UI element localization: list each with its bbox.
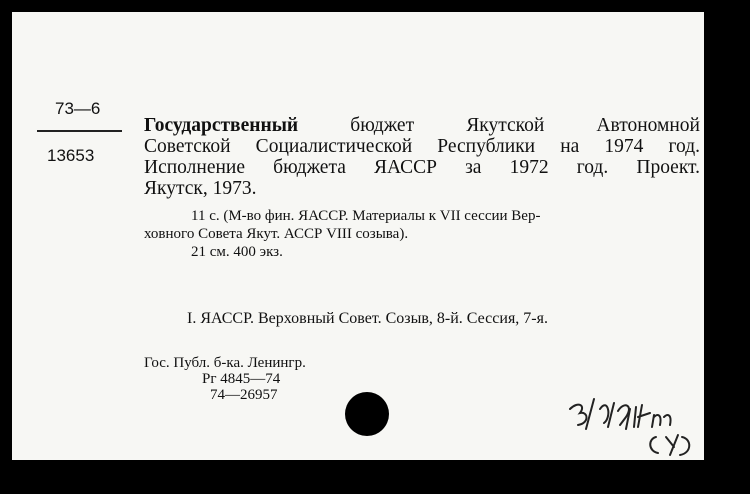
size-line: 21 см. 400 экз. xyxy=(191,244,283,260)
title-statement xyxy=(144,115,700,199)
title-line-4: Якутск, 1973. xyxy=(144,178,257,199)
collation-line-1: 11 с. (М-во фин. ЯАССР. Материалы к VII сессии Вер- xyxy=(191,208,541,224)
title-line-2: Советской Социалистической Республики на 1974 год. xyxy=(144,136,700,157)
title-line-1 xyxy=(144,115,700,136)
handwritten-note-signature xyxy=(564,387,704,457)
subject-tracing: I. ЯАССР. Верховный Совет. Созыв, 8-й. Сессия, 7-я. xyxy=(187,310,548,327)
collation-line-2: ховного Совета Якут. АССР VIII созыва). xyxy=(144,226,409,242)
ink-blot-mark xyxy=(345,392,389,436)
title-bold-word: Государственный xyxy=(144,115,299,136)
catalog-card xyxy=(12,12,704,460)
holding-number: Рг 4845—74 xyxy=(202,371,281,387)
title-line-1-rest: бюджет Якутской Автономной xyxy=(298,115,700,136)
collation-notes xyxy=(144,207,700,261)
holding-accession: 74—26957 xyxy=(210,387,278,403)
title-line-3: Исполнение бюджета ЯАССР за 1972 год. Проект. xyxy=(144,157,700,178)
holding-info xyxy=(144,355,306,403)
holding-library: Гос. Публ. б-ка. Ленингр. xyxy=(144,355,306,371)
call-number-bottom: 13653 xyxy=(47,146,95,165)
call-number-top: 73—6 xyxy=(55,99,101,118)
call-number-divider xyxy=(37,130,122,132)
